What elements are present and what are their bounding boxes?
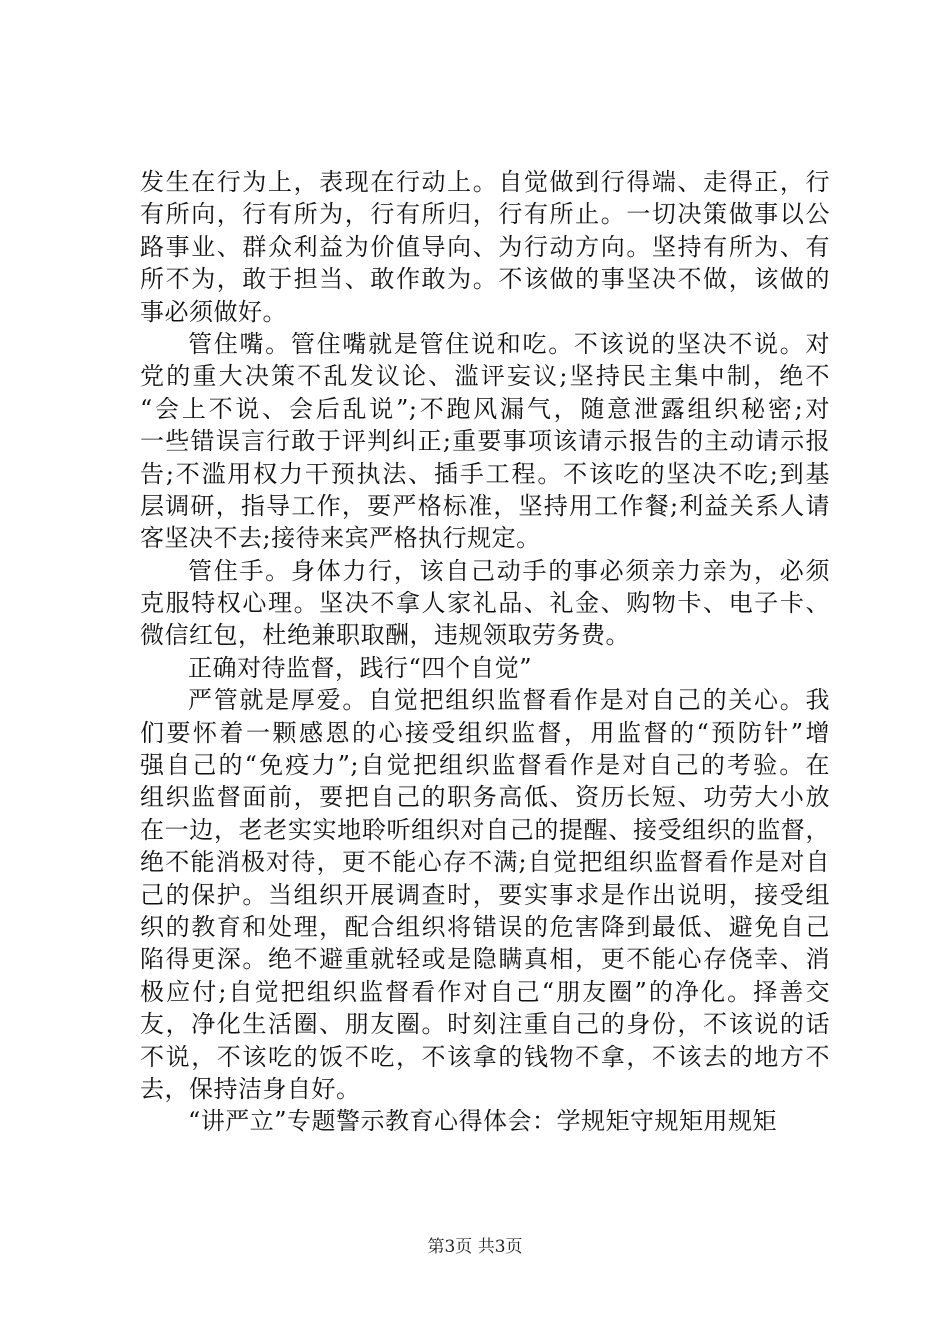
text-line: 极应付;自觉把组织监督看作对自己“朋友圈”的净化。择善交 xyxy=(140,977,830,1006)
text-line: 告;不滥用权力干预执法、插手工程。不该吃的坚决不吃;到基 xyxy=(140,459,830,488)
text-line: 去，保持洁身自好。 xyxy=(140,1074,361,1103)
text-line: 友，净化生活圈、朋友圈。时刻注重自己的身份，不该说的话 xyxy=(140,1010,830,1039)
text-line: 党的重大决策不乱发议论、滥评妄议;坚持民主集中制，绝不 xyxy=(140,362,830,391)
text-line: 组织监督面前，要把自己的职务高低、资历长短、功劳大小放 xyxy=(140,783,830,812)
text-line: 在一边，老老实实地聆听组织对自己的提醒、接受组织的监督， xyxy=(140,815,830,844)
text-line: 一些错误言行敢于评判纠正;重要事项该请示报告的主动请示报 xyxy=(140,427,830,456)
text-line: 己的保护。当组织开展调查时，要实事求是作出说明，接受组 xyxy=(140,880,830,909)
text-line: 织的教育和处理，配合组织将错误的危害降到最低、避免自己 xyxy=(140,912,830,941)
document-body xyxy=(140,166,830,1138)
text-line: 正确对待监督，践行“四个自觉” xyxy=(188,653,533,682)
text-line: 管住嘴。管住嘴就是管住说和吃。不该说的坚决不说。对 xyxy=(188,329,830,358)
text-line: 有所向，行有所为，行有所归，行有所止。一切决策做事以公 xyxy=(140,200,830,229)
text-line: 陷得更深。绝不避重就轻或是隐瞒真相，更不能心存侥幸、消 xyxy=(140,945,830,974)
text-line: 发生在行为上，表现在行动上。自觉做到行得端、走得正，行 xyxy=(140,168,830,196)
text-line: 所不为，敢于担当、敢作敢为。不该做的事坚决不做，该做的 xyxy=(140,265,830,294)
page-footer: 第3页 共3页 xyxy=(427,1237,523,1257)
text-line: 们要怀着一颗感恩的心接受组织监督，用监督的“预防针”增 xyxy=(140,718,830,747)
text-line: 管住手。身体力行，该自己动手的事必须亲力亲为，必须 xyxy=(188,556,830,585)
text-line: 绝不能消极对待，更不能心存不满;自觉把组织监督看作是对自 xyxy=(140,848,830,877)
text-line: “讲严立”专题警示教育心得体会：学规矩守规矩用规矩 xyxy=(188,1107,778,1136)
text-line: 微信红包，杜绝兼职取酬，违规领取劳务费。 xyxy=(140,621,630,650)
text-line: 克服特权心理。坚决不拿人家礼品、礼金、购物卡、电子卡、 xyxy=(140,589,830,618)
text-line: 不说，不该吃的饭不吃，不该拿的钱物不拿，不该去的地方不 xyxy=(140,1042,830,1071)
text-line: 事必须做好。 xyxy=(140,297,287,326)
text-line: 严管就是厚爱。自觉把组织监督看作是对自己的关心。我 xyxy=(188,686,830,715)
text-line: “会上不说、会后乱说”;不跑风漏气，随意泄露组织秘密;对 xyxy=(140,394,830,423)
text-line: 路事业、群众利益为价值导向、为行动方向。坚持有所为、有 xyxy=(140,232,830,261)
text-line: 强自己的“免疫力”;自觉把组织监督看作是对自己的考验。在 xyxy=(140,751,830,780)
text-line: 层调研，指导工作，要严格标准，坚持用工作餐;利益关系人请 xyxy=(140,491,830,520)
text-line: 客坚决不去;接待来宾严格执行规定。 xyxy=(140,524,541,553)
